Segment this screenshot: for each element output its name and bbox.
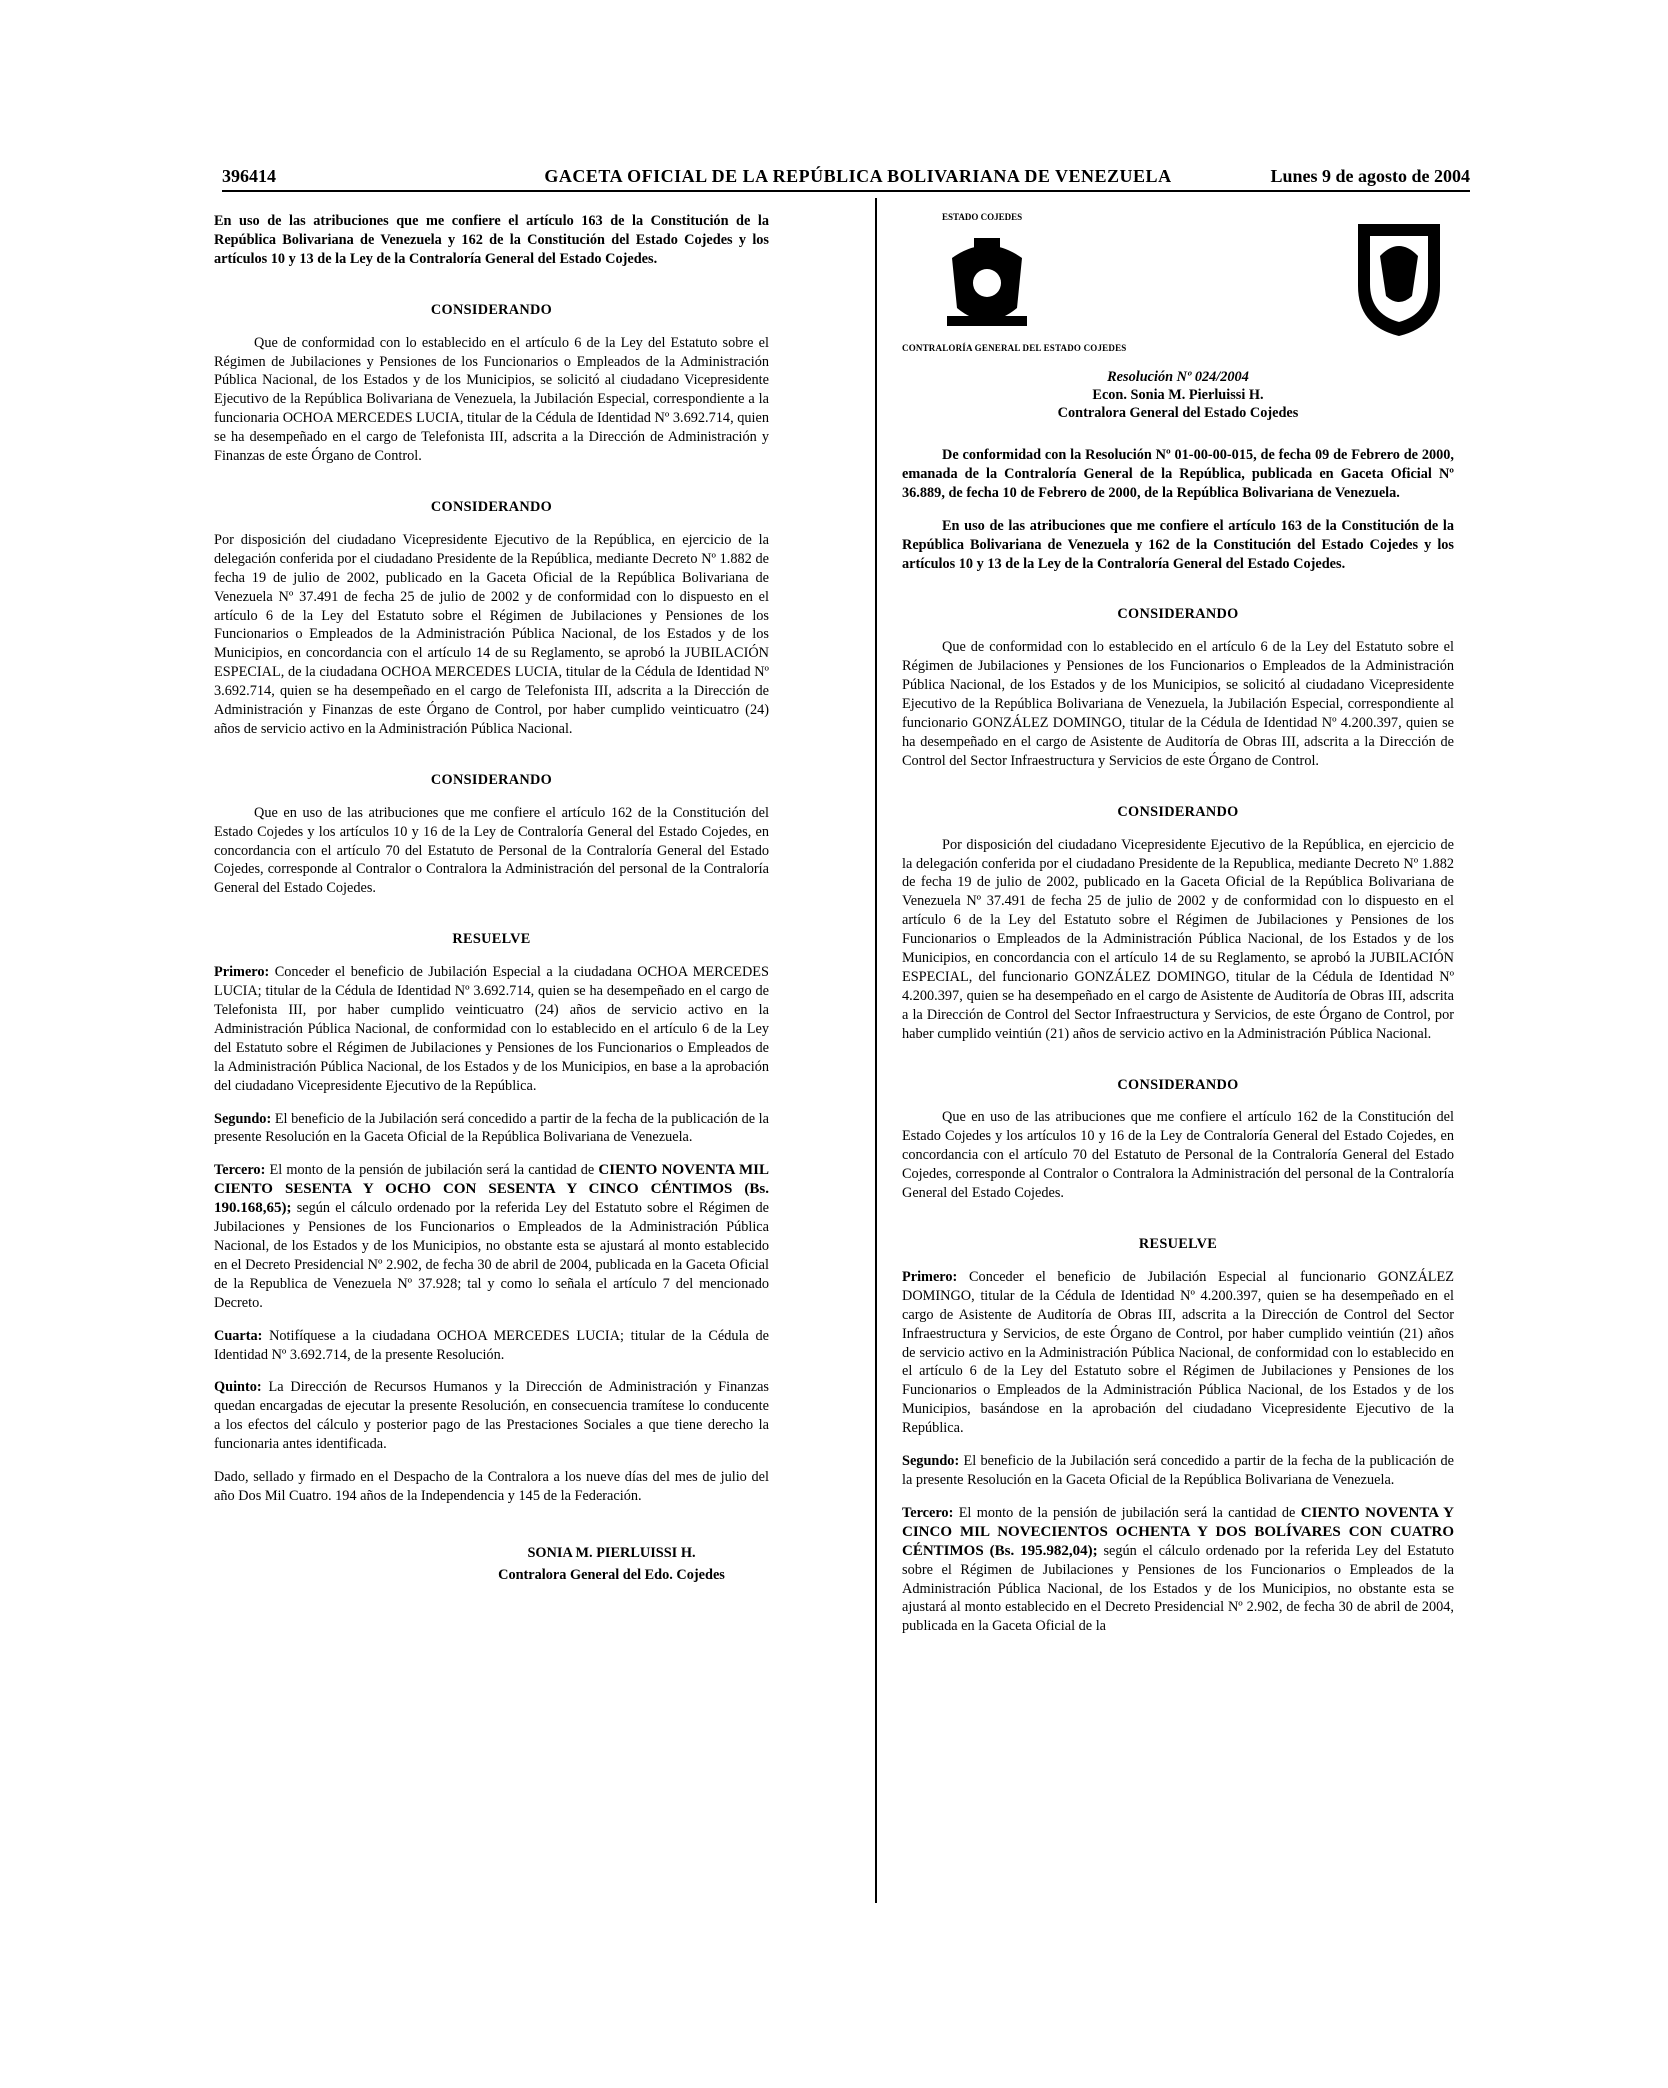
left-cuarta-text: Notifíquese a la ciudadana OCHOA MERCEDES LUCIA; titular de la Cédula de Identidad Nº 3.692.714, de la presente Resolución. bbox=[214, 1327, 769, 1363]
left-paragraph-3: Que en uso de las atribuciones que me confiere el artículo 162 de la Constitución del Estado Cojedes y los artículos 10 y 16 de la Ley de Contraloría General del Estado Cojedes, en concordancia con el artículo 70 del Estatuto de Personal de la Contraloría General del Estado Cojedes, corresponde al Contralor o Contralora la Administración del personal de la Contraloría General del Estado Cojedes. bbox=[214, 804, 769, 897]
left-segundo bbox=[214, 1110, 769, 1148]
column-divider bbox=[875, 198, 877, 1903]
left-dado: Dado, sellado y firmado en el Despacho de la Contralora a los nueve días del mes de julio del año Dos Mil Cuatro. 194 años de la Independencia y 145 de la Federación. bbox=[214, 1469, 769, 1504]
left-considerando-3: CONSIDERANDO bbox=[430, 771, 553, 788]
letterhead-org: CONTRALORÍA GENERAL DEL ESTADO COJEDES bbox=[902, 343, 1127, 354]
left-primero bbox=[214, 963, 769, 1095]
gazette-date: Lunes 9 de agosto de 2004 bbox=[1270, 166, 1470, 186]
right-considerando-3: CONSIDERANDO bbox=[1117, 1076, 1239, 1093]
right-paragraph-2: Por disposición del ciudadano Vicepresidente Ejecutivo de la República, en ejercicio de la delegación conferida por el ciudadano Presidente de la Republica, mediante Decreto Nº 1.882 de fecha 19 de julio de 2002, publicado en la Gaceta Oficial de la República Bolivariana de Venezuela Nº 37.491 de fecha 25 de julio de 2002 y de conformidad con lo dispuesto en el artículo 6 de la Ley del Estatuto sobre el Régimen de Jubilaciones y Pensiones de los Funcionarios o Empleados de la Administración Pública Nacional, de los Estados y de los Municipios, en concordancia con el artículo 14 de su Reglamento, se aprobó la JUBILACIÓN ESPECIAL, del funcionario GONZÁLEZ DOMINGO, titular de la Cédula de Identidad Nº 4.200.397, quien se ha desempeñado en el cargo de Asistente de Auditoría de Obras III, adscrita a la Dirección de Control del Sector Infraestructura y Servicios, de este Órgano de Control, por haber cumplido veintiún (21) años de servicio activo en la Administración Pública Nacional. bbox=[902, 836, 1454, 1042]
left-considerando-2: CONSIDERANDO bbox=[430, 498, 553, 515]
left-primero-text: Conceder el beneficio de Jubilación Especial a la ciudadana OCHOA MERCEDES LUCIA; titular de la Cédula de Identidad Nº 3.692.714, quien se ha desempeñado en el cargo de Telefonista III, por haber cumplido veinticuatro (24) años de servicio activo en la Administración Pública Nacional, de conformidad con lo establecido en el artículo 6 de la Ley del Estatuto sobre el Régimen de Jubilaciones y Pensiones de los Funcionarios o Empleados de la Administración Pública Nacional, de los Estados y de los Municipios, en base a la aprobación del ciudadano Vicepresidente Ejecutivo de la República. bbox=[214, 964, 769, 1094]
resolution-number: Resolución Nº 024/2004 bbox=[1107, 369, 1249, 385]
right-segundo-text: El beneficio de la Jubilación será concedido a partir de la fecha de la publicación de la presente Resolución en la Gaceta Oficial de la República Bolivariana de Venezuela. bbox=[902, 1453, 1454, 1488]
left-tercero-text-b: según el cálculo ordenado por la referida Ley del Estatuto sobre el Régimen de Jubilaciones y Pensiones de los Funcionarios o Empleados de la Administración Pública Nacional, de los Estados y de los Municipios, no obstante esta se ajustará al monto establecido en el Decreto Presidencial Nº 2.902, de fecha 30 de abril de 2004, publicada en la Gaceta Oficial de la Republica de Venezuela Nº 37.928; tal y como lo señala el artículo 7 del mencionado Decreto. bbox=[214, 1200, 769, 1311]
letterhead-state: ESTADO COJEDES bbox=[942, 212, 1023, 222]
signature-name: SONIA M. PIERLUISSI H. bbox=[527, 1544, 696, 1561]
left-primero-label: Primero: bbox=[214, 964, 270, 981]
left-quinto-text: La Dirección de Recursos Humanos y la Dirección de Administración y Finanzas quedan encargadas de ejecutar la presente Resolución, en consecuencia tramítese lo conducente a los efectos del cálculo y posterior pago de las Prestaciones Sociales a que tiene derecho la funcionaria antes identificada. bbox=[214, 1379, 769, 1453]
right-tercero bbox=[902, 1504, 1454, 1636]
right-tercero-text-a: El monto de la pensión de jubilación será la cantidad de bbox=[958, 1504, 1296, 1521]
right-column bbox=[902, 208, 1454, 1650]
right-intro: En uso de las atribuciones que me confiere el artículo 163 de la Constitución de la República Bolivariana de Venezuela y 162 de la Constitución del Estado Cojedes y los artículos 10 y 13 de la Ley de la Contraloría General del Estado Cojedes. bbox=[902, 517, 1454, 572]
right-tercero-amount: CIENTO NOVENTA Y CINCO MIL NOVECIENTOS OCHENTA Y DOS BOLÍVARES CON CUATRO CÉNTIMOS (Bs. 195.982,04); bbox=[902, 1504, 1454, 1559]
left-segundo-text: El beneficio de la Jubilación será concedido a partir de la fecha de la publicación de la presente Resolución en la Gaceta Oficial de la República Bolivariana de Venezuela. bbox=[214, 1110, 770, 1146]
right-paragraph-0: De conformidad con la Resolución Nº 01-00-00-015, de fecha 09 de Febrero de 2000, emanada de la Contraloría General de la República, publicada en Gaceta Oficial Nº 36.889, de fecha 10 de Febrero de 2000, de la República Bolivariana de Venezuela. bbox=[902, 447, 1454, 501]
right-primero-text: Conceder el beneficio de Jubilación Especial al funcionario GONZÁLEZ DOMINGO, titular de la Cédula de Identidad Nº 4.200.397, quien se ha desempeñado en el cargo de Asistente de Auditoría de Obras III, adscrita a la Dirección de Control del Sector Infraestructura y Servicios, de este Órgano de Control, por haber cumplido veintiún (21) años de servicio activo en la Administración Pública Nacional, de conformidad con lo establecido en el artículo 6 de la Ley del Estatuto sobre el Régimen de Jubilaciones y Pensiones de los Funcionarios o Empleados de la Administración Pública Nacional, de los Estados y de los Municipios, basándose en la aprobación del ciudadano Vicepresidente Ejecutivo de la República. bbox=[902, 1268, 1455, 1437]
left-considerando-1: CONSIDERANDO bbox=[430, 301, 553, 318]
left-signature bbox=[214, 1542, 769, 1586]
left-quinto-label: Quinto: bbox=[214, 1379, 262, 1396]
left-paragraph-1: Que de conformidad con lo establecido en el artículo 6 de la Ley del Estatuto sobre el Régimen de Jubilaciones y Pensiones de los Funcionarios o Empleados de la Administración Pública Nacional, de los Estados y de los Municipios, se solicitó al ciudadano Vicepresidente Ejecutivo de la República Bolivariana de Venezuela, la Jubilación Especial, correspondiente a la funcionaria OCHOA MERCEDES LUCIA, titular de la Cédula de Identidad Nº 3.692.714, quien se ha desempeñado en el cargo de Telefonista III, adscrita a la Dirección de Administración y Finanzas de este Órgano de Control. bbox=[214, 334, 769, 465]
right-tercero-label: Tercero: bbox=[902, 1504, 954, 1521]
left-quinto bbox=[214, 1378, 769, 1454]
right-considerando-2: CONSIDERANDO bbox=[1117, 803, 1239, 820]
left-tercero-label: Tercero: bbox=[214, 1162, 266, 1179]
coat-of-arms-icon bbox=[932, 228, 1042, 338]
resolution-title: Contralora General del Estado Cojedes bbox=[1057, 405, 1299, 421]
right-segundo bbox=[902, 1452, 1454, 1490]
left-paragraph-2: Por disposición del ciudadano Vicepresidente Ejecutivo de la República, en ejercicio de la delegación conferida por el ciudadano Presidente de la República, mediante Decreto Nº 1.882 de fecha 19 de julio de 2002, publicado en la Gaceta Oficial de la República Bolivariana de Venezuela Nº 37.491 de fecha 25 de julio de 2002 y de conformidad con lo dispuesto en el artículo 6 de la Ley del Estatuto sobre el Régimen de Jubilaciones y Pensiones de los Funcionarios o Empleados de la Administración Pública Nacional, de los Estados y de los Municipios, en concordancia con el artículo 14 de su Reglamento, se aprobó la JUBILACIÓN ESPECIAL, de la ciudadana OCHOA MERCEDES LUCIA, titular de la Cédula de Identidad Nº 3.692.714, quien se ha desempeñado en el cargo de Telefonista III, adscrita a la Dirección de Administración y Finanzas de este Órgano de Control, por haber cumplido veinticuatro (24) años de servicio activo en la Administración Pública Nacional. bbox=[214, 531, 769, 737]
right-paragraph-3: Que en uso de las atribuciones que me confiere el artículo 162 de la Constitución del Estado Cojedes y los artículos 10 y 16 de la Ley de Contraloría General del Estado Cojedes, en concordancia con el artículo 70 del Estatuto de Personal de la Contraloría General del Estado Cojedes, corresponde al Contralor o Contralora la Administración del personal de la Contraloría General del Estado Cojedes. bbox=[902, 1109, 1454, 1202]
resolution-header bbox=[902, 368, 1454, 422]
left-tercero bbox=[214, 1161, 769, 1312]
gazette-header bbox=[222, 166, 1470, 188]
right-primero-label: Primero: bbox=[902, 1268, 958, 1285]
right-tercero-text-b: según el cálculo ordenado por la referida Ley del Estatuto sobre el Régimen de Jubilaciones y Pensiones de los Funcionarios o Empleados de la Administración Pública Nacional, de los Estados y de los Municipios, no obstante esta se ajustará al monto establecido en el Decreto Presidencial Nº 2.902, de fecha 30 de abril de 2004, publicada en la Gaceta Oficial de la bbox=[902, 1542, 1454, 1635]
left-segundo-label: Segundo: bbox=[214, 1110, 272, 1127]
right-paragraph-1: Que de conformidad con lo establecido en el artículo 6 de la Ley del Estatuto sobre el Régimen de Jubilaciones y Pensiones de los Funcionarios o Empleados de la Administración Pública Nacional, de los Estados y de los Municipios, se solicitó al ciudadano Vicepresidente Ejecutivo de la República Bolivariana de Venezuela, la Jubilación Especial, correspondiente al funcionario GONZÁLEZ DOMINGO, titular de la Cédula de Identidad Nº 4.200.397, quien se ha desempeñado en el cargo de Asistente de Auditoría de Obras III, adscrita a la Dirección de Control del Sector Infraestructura y Servicios de este Órgano de Control. bbox=[902, 639, 1454, 769]
page-number: 396414 bbox=[222, 166, 276, 186]
left-resuelve: RESUELVE bbox=[452, 931, 531, 948]
right-resuelve: RESUELVE bbox=[1138, 1236, 1218, 1252]
gazette-title: GACETA OFICIAL DE LA REPÚBLICA BOLIVARIANA DE VENEZUELA bbox=[544, 166, 1172, 186]
left-tercero-text-a: El monto de la pensión de jubilación será la cantidad de bbox=[269, 1162, 595, 1179]
left-cuarta-label: Cuarta: bbox=[214, 1327, 263, 1344]
right-segundo-label: Segundo: bbox=[902, 1453, 960, 1470]
letterhead bbox=[902, 208, 1454, 358]
left-column bbox=[214, 208, 769, 1586]
right-primero bbox=[902, 1268, 1454, 1438]
right-considerando-1: CONSIDERANDO bbox=[1117, 606, 1239, 623]
signature-title: Contralora General del Edo. Cojedes bbox=[498, 1566, 725, 1583]
header-rule bbox=[222, 190, 1470, 192]
left-intro: En uso de las atribuciones que me confiere el artículo 163 de la Constitución de la República Bolivariana de Venezuela y 162 de la Constitución del Estado Cojedes y los artículos 10 y 13 de la Ley de la Contraloría General del Estado Cojedes. bbox=[214, 213, 769, 267]
left-cuarta bbox=[214, 1327, 769, 1365]
left-tercero-amount: CIENTO NOVENTA MIL CIENTO SESENTA Y OCHO CON SESENTA Y CINCO CÉNTIMOS (Bs. 190.168,65); bbox=[214, 1162, 769, 1217]
resolution-name: Econ. Sonia M. Pierluissi H. bbox=[1092, 387, 1264, 403]
institution-seal-icon bbox=[1350, 216, 1448, 340]
